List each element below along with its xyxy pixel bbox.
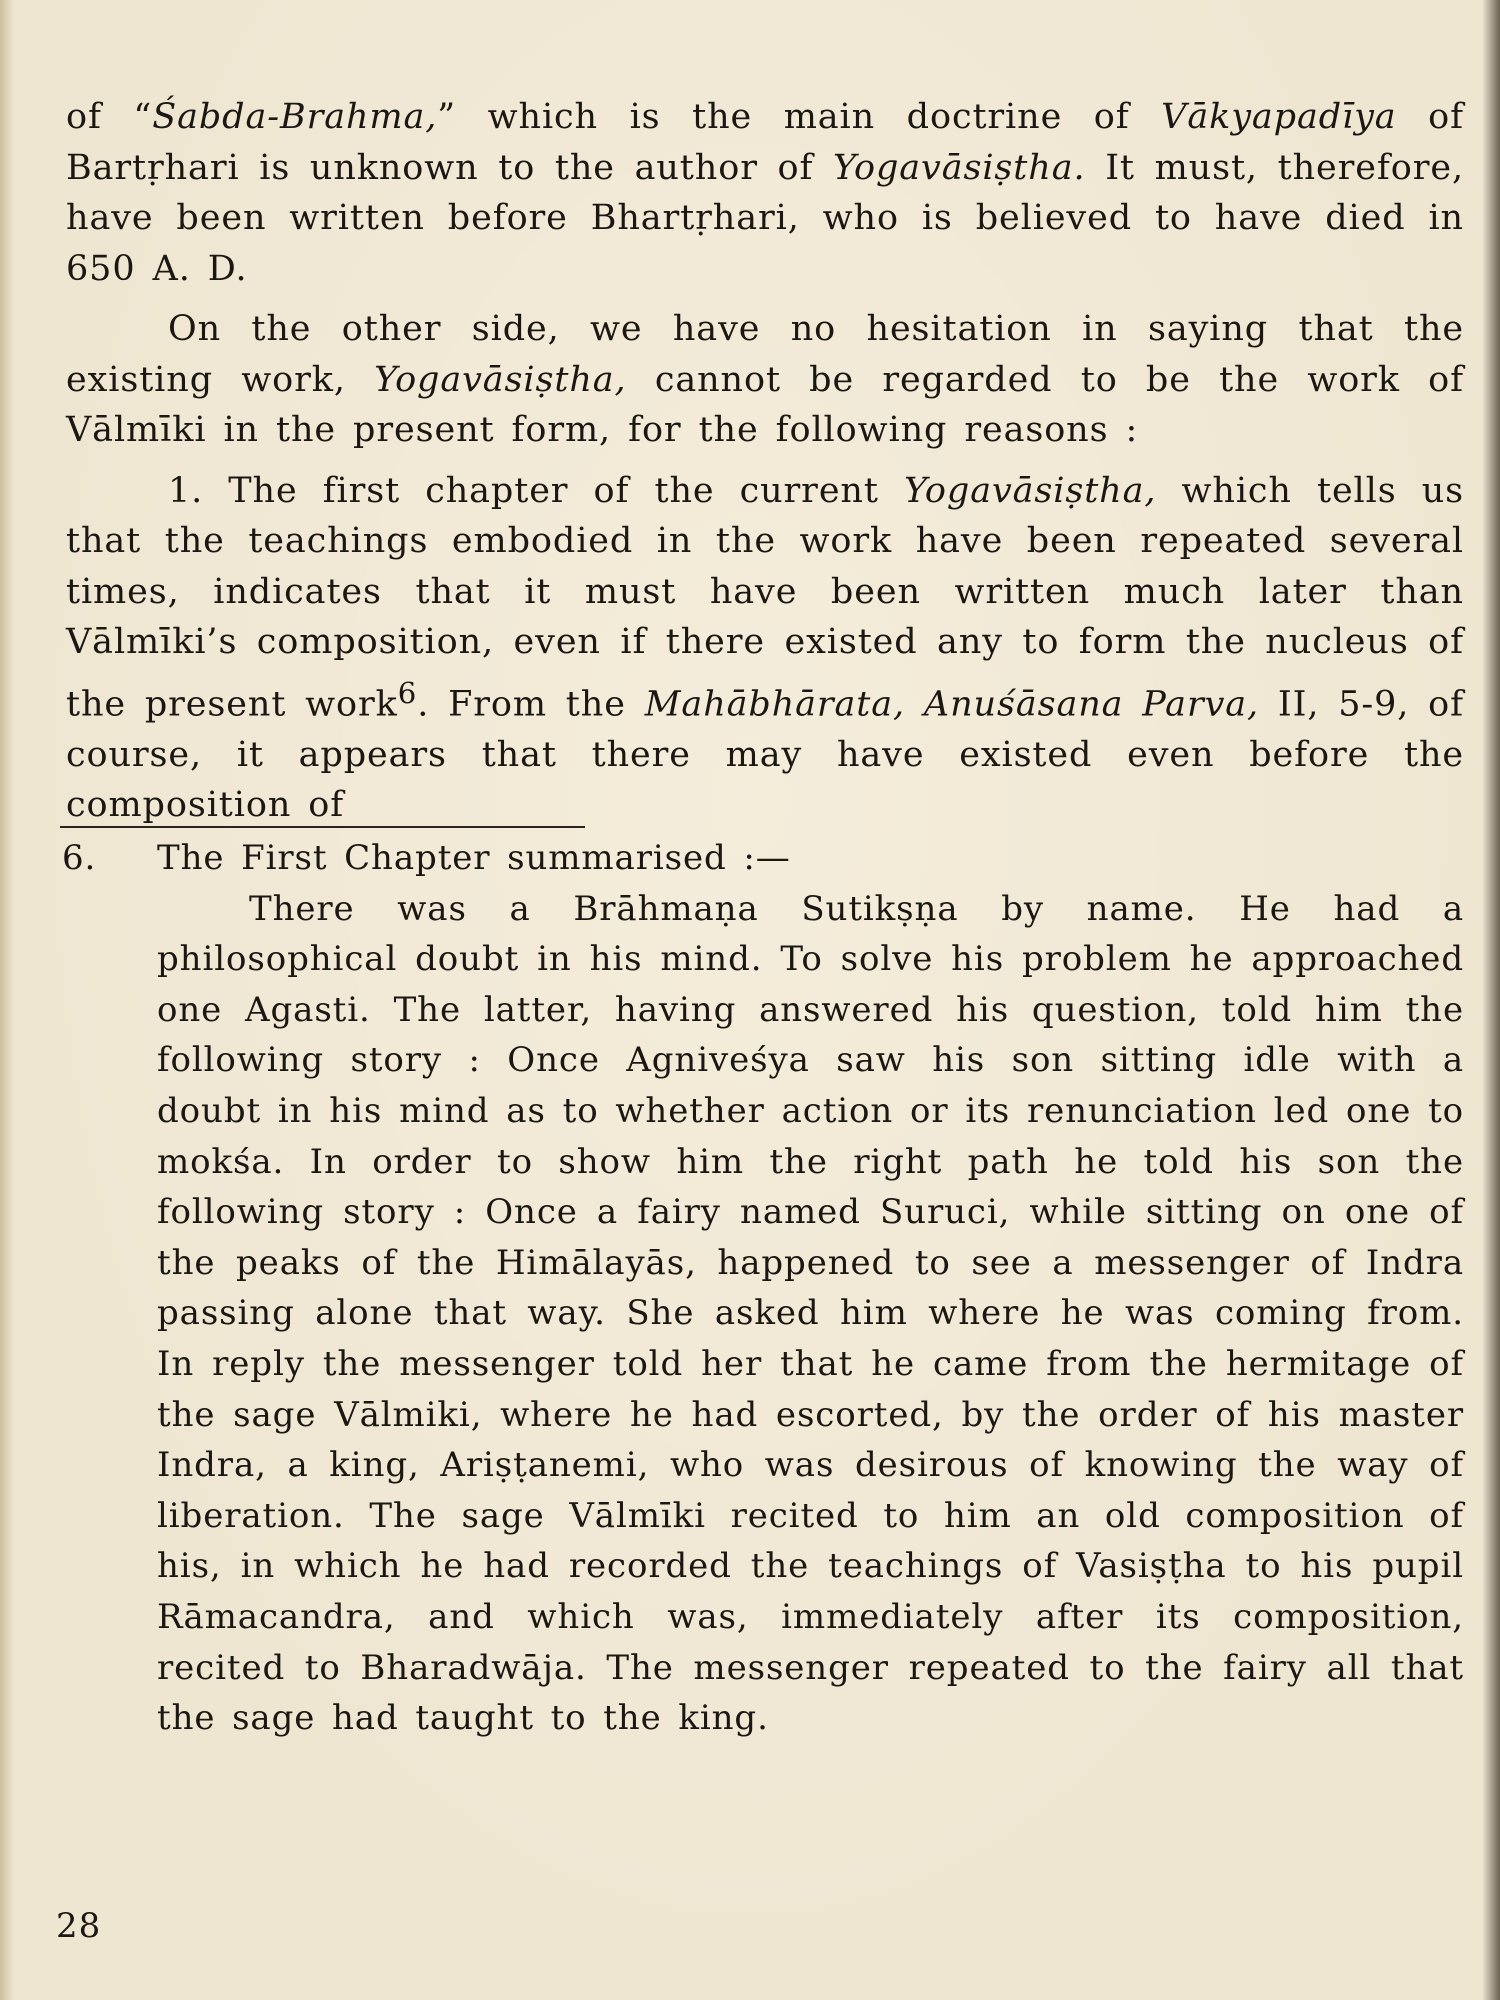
italic-term: Vākyapadīya	[1161, 97, 1397, 137]
footnote-divider	[60, 826, 585, 828]
paragraph-3	[66, 466, 1464, 831]
italic-term: Śabda-Brahma,	[152, 97, 438, 137]
paragraph-2	[66, 304, 1464, 456]
main-text	[66, 92, 1464, 841]
text-run: ” which is the main doctrine of	[437, 97, 1162, 137]
italic-term: Yogavāsiṣtha,	[903, 470, 1157, 511]
page-edge-shadow-right	[1482, 0, 1500, 2000]
page-number: 28	[56, 1906, 102, 1946]
page-edge-shadow-left	[0, 0, 14, 2000]
footnote-number: 6.	[62, 838, 97, 878]
text-run: . From the	[417, 684, 645, 725]
text-run: On the other side, we have no hesitation in saying that the existing work,	[66, 309, 1464, 400]
text-run: 1. The first chapter of the current	[168, 470, 904, 511]
footnote	[62, 833, 1464, 1744]
paragraph-1	[66, 92, 1464, 294]
footnote-heading: The First Chapter summarised :—	[157, 838, 791, 878]
text-run: It must, therefore, have been written before Bhartṛhari, who is believed to have died in 650 A. D.	[66, 147, 1464, 289]
italic-term: Mahābhārata, Anuśāsana Parva,	[644, 684, 1260, 725]
text-run: of Bartṛhari is unknown to the author of	[66, 97, 1464, 188]
text-run: II, 5-9, of course, it appears that there may have existed even before the composition of	[66, 684, 1465, 826]
footnote-heading-line	[62, 833, 1464, 884]
footnote-reference: 6	[397, 675, 418, 710]
text-run: of “	[66, 97, 153, 137]
text-run: which tells us that the teachings embodied in the work have been repeated several times, indicates that it must have been written much later than Vālmīki’s composition, even if there existed any to form the nucleus of the present work	[66, 470, 1465, 725]
italic-term: Yogavāsiṣtha.	[833, 147, 1086, 188]
italic-term: Yogavāsiṣtha,	[374, 359, 627, 400]
footnote-text: There was a Brāhmaṇa Sutikṣṇa by name. He had a philosophical doubt in his mind. To solve his problem he approached one Agasti. The latter, having answered his question, told him the following story : Once Agniveśya saw his son sitting idle with a doubt in his mind as to whether action or its renunciation led one to mokśa. In order to show him the right path he told his son the following story : Once a fairy named Suruci, while sitting on one of the peaks of the Himālayās, happened to see a messenger of Indra passing alone that way. She asked him where he was coming from. In reply the messenger told her that he came from the hermitage of the sage Vālmiki, where he had escorted, by the order of his master Indra, a king, Ariṣṭanemi, who was desirous of knowing the way of liberation. The sage Vālmīki recited to him an old composition of his, in which he had recorded the teachings of Vasiṣṭha to his pupil Rāmacandra, and which was, immediately after its composition, recited to Bharadwāja. The messenger repeated to the fairy all that the sage had taught to the king.	[157, 888, 1464, 1739]
text-run: cannot be regarded to be the work of Vālmīki in the present form, for the following reasons :	[66, 359, 1464, 450]
